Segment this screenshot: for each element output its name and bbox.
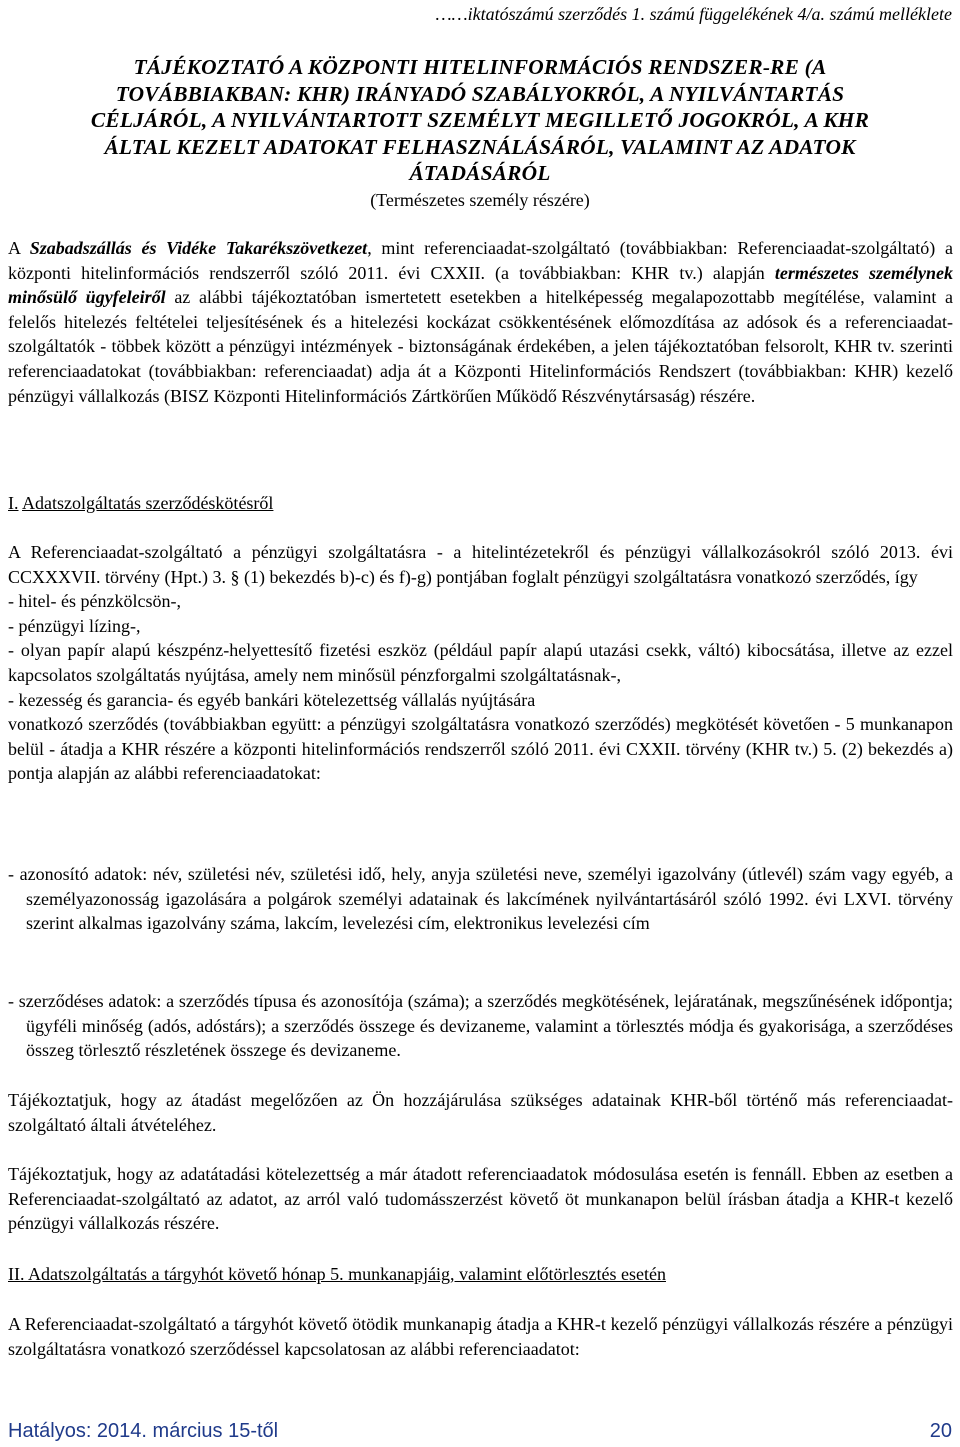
section-1-title: Adatszolgáltatás szerződéskötésről (22, 493, 274, 513)
consent-paragraph: Tájékoztatjuk, hogy az átadást megelőzően az Ön hozzájárulása szükséges adatainak KHR-ből történő más referenciaadat-szolgáltató általi átvételéhez. (8, 1090, 953, 1135)
effective-date: Hatályos: 2014. március 15-től (8, 1420, 279, 1442)
list-item: - szerződéses adatok: a szerződés típusa és azonosítója (száma); a szerződés megkötésének, lejáratának, megszűnésének időpontja; ügyféli minőség (adós, adóstárs); a szerződés összege és devizaneme, valamint a törlesztés módja és gyakorisága, a szerződéses összeg törlesztő részletének összege és devizaneme. (8, 991, 953, 1061)
intro-prefix: A (8, 238, 30, 258)
info-paragraph (8, 1088, 953, 1137)
section-1-body (8, 540, 953, 786)
reference-data-list (8, 989, 953, 1063)
list-item: - pénzügyi lízing-, (8, 615, 141, 636)
list-item: - azonosító adatok: név, születési név, születési idő, hely, anyja születési neve, személyi igazolvány (útlevél) szám vagy egyéb, a személyazonosság igazolására a polgárok személyi adatainak és lakcímének nyilvántartásáról szóló 1992. évi LXVI. törvény szerint alkalmas igazolvány száma, lakcím, levelezési cím, elektronikus levelezési cím (8, 864, 953, 934)
section-2-title: II. Adatszolgáltatás a tárgyhót követő hónap 5. munkanapjáig, valamint előtörlesztés esetén (8, 1264, 666, 1284)
intro-paragraph (8, 236, 953, 408)
section-1-paragraph: A Referenciaadat-szolgáltató a pénzügyi szolgáltatásra - a hitelintézetekről és pénzügyi vállalkozásokról szóló 2013. évi CCXXXVII. törvény (Hpt.) 3. § (1) bekezdés b)-c) és f)-g) pontjában foglalt pénzügyi szolgáltatásra vonatkozó szerződés, így (8, 542, 953, 587)
list-item: - hitel- és pénzkölcsön-, (8, 591, 181, 612)
intro-block (8, 236, 953, 408)
intro-rest: az alábbi tájékoztatóban ismertetett esetekben a hitelképesség megalapozottabb megítélése, valamint a felelős hitelezés feltételei teljesítésének és a hitelezési kockázat csökkentésének előmozdítása az adósok és a referenciaadat-szolgáltatók - többek között a pénzügyi intézmények - biztonságának érdekében, a jelen tájékoztatóban felsorolt, KHR tv. szerinti referenciaadatokat (továbbiakban: referenciaadat) adja át a Központi Hitelinformációs Rendszert (továbbiakban: KHR) kezelő pénzügyi vállalkozás (BISZ Központi Hitelinformációs Zártkörűen Működő Részvénytársaság) részére. (8, 287, 953, 406)
title-line: TÁJÉKOZTATÓ A KÖZPONTI HITELINFORMÁCIÓS RENDSZER-RE (A (133, 55, 827, 79)
title-line: ÁLTAL KEZELT ADATOKAT FELHASZNÁLÁSÁRÓL, VALAMINT AZ ADATOK (104, 134, 856, 159)
client-qualifier: természetes személynek minősülő ügyfeleiről (8, 262, 953, 308)
page-number: 20 (929, 1420, 952, 1442)
section-2-body (8, 1312, 953, 1361)
intro-middle: , mint referenciaadat-szolgáltató (továbbiakban: Referenciaadat-szolgáltató) a központi hitelinformációs rendszerről szóló 2011. évi CXXII. (a továbbiakban: KHR tv.) alapján (8, 238, 953, 283)
list-item: - olyan papír alapú készpénz-helyettesítő fizetési eszköz (például papír alapú utazási csekk, váltó) kibocsátása, illetve az ezzel kapcsolatos szolgáltatás nyújtása, amely nem minősül pénzforgalmi szolgáltatásnak-, (8, 640, 953, 685)
modification-paragraph: Tájékoztatjuk, hogy az adatátadási kötelezettség a már átadott referenciaadatok módosulása esetén is fennáll. Ebben az esetben a Referenciaadat-szolgáltató az adatot, az arról való tudomásszerzést követő öt munkanapon belül írásban átadja a KHR-t kezelő pénzügyi vállalkozás részére. (8, 1164, 953, 1234)
bank-name: Szabadszállás és Vidéke Takarékszövetkezet (29, 238, 368, 258)
section-2-heading (8, 1262, 953, 1287)
title-line: ÁTADÁSÁRÓL (409, 161, 551, 186)
section-1-paragraph: vonatkozó szerződés (továbbiakban együtt: a pénzügyi szolgáltatásra vonatkozó szerződés) megkötését követően - 5 munkanapon belül - átadja a KHR részére a központi hitelinformációs rendszerről szóló 2011. évi CXXII. törvény (KHR tv.) 5. (2) bekezdés a) pontja alapján az alábbi referenciaadatokat: (8, 714, 953, 784)
section-1-number: I. (8, 493, 19, 513)
info-paragraph (8, 1162, 953, 1236)
title-line: TOVÁBBIAKBAN: KHR) IRÁNYADÓ SZABÁLYOKRÓL, A NYILVÁNTARTÁS (115, 81, 845, 106)
attachment-note: ……iktatószámú szerződés 1. számú függelékének 4/a. számú melléklete (435, 4, 952, 24)
title-line: CÉLJÁRÓL, A NYILVÁNTARTOTT SZEMÉLYT MEGILLETŐ JOGOKRÓL, A KHR (90, 108, 870, 133)
list-item: - kezesség és garancia- és egyéb bankári kötelezettség vállalás nyújtására (8, 689, 536, 710)
reference-data-list (8, 862, 953, 936)
document-title (0, 54, 960, 187)
document-subtitle: (Természetes személy részére) (370, 190, 590, 210)
section-2-paragraph: A Referenciaadat-szolgáltató a tárgyhót követő ötödik munkanapig átadja a KHR-t kezelő pénzügyi vállalkozás részére a pénzügyi szolgáltatásra vonatkozó szerződéssel kapcsolatosan az alábbi referenciaadatot: (8, 1314, 953, 1359)
section-1-heading (8, 491, 953, 516)
